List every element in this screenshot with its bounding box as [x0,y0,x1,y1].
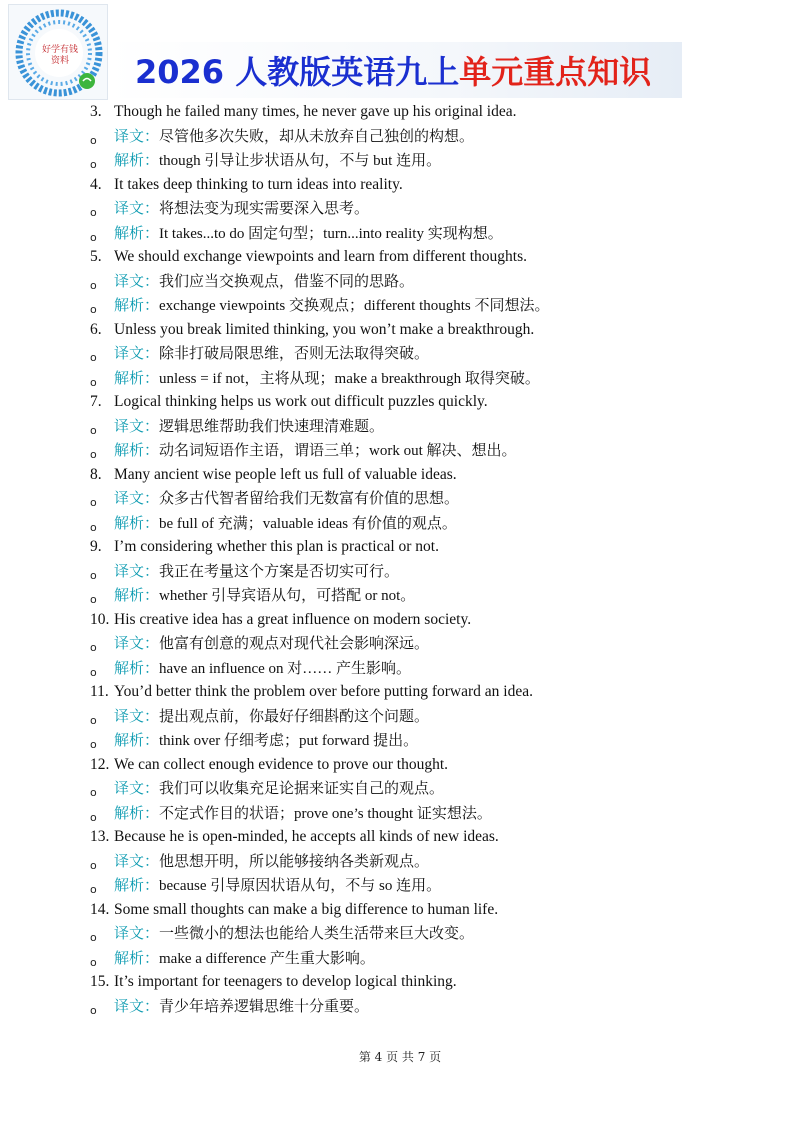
analysis-line-label: 解析： [114,223,160,242]
analysis-line-text: make a difference 产生重大影响。 [159,950,375,967]
analysis-line-text: exchange viewpoints 交换观点；different thoughts 不同想法。 [159,298,550,314]
analysis-line [90,874,441,898]
english-sentence [90,391,488,413]
analysis-line-label: 解析： [114,876,160,894]
bullet-icon: o [90,206,97,219]
analysis-line [90,584,415,608]
translation-line-text: 他富有创意的观点对现代社会影响深远。 [159,636,430,652]
item-number: 5. [90,248,102,265]
analysis-line [90,729,418,753]
analysis-line [90,512,457,536]
english-sentence [90,101,516,123]
translation-line-label: 译文： [114,271,160,290]
bullet-icon: o [90,810,97,824]
bullet-icon: o [90,230,97,244]
translation-line-text: 将想法变为现实需要深入思考。 [159,201,370,217]
bullet-icon: o [90,641,97,654]
english-text: I’m considering whether this plan is practical or not. [114,538,439,555]
bullet-icon: o [90,278,97,292]
english-text: Unless you break limited thinking, you won’t make a breakthrough. [114,320,535,338]
translation-line-text: 青少年培养逻辑思维十分重要。 [159,998,370,1015]
analysis-line-label: 解析： [114,658,160,677]
analysis-line-label: 解析： [114,151,160,169]
english-sentence [90,464,457,486]
item-number: 3. [90,103,102,120]
english-sentence [90,319,534,341]
page-header [0,0,800,104]
analysis-line [90,947,375,971]
english-text: Some small thoughts can make a big difference to human life. [114,900,499,918]
translation-line-label: 译文： [114,851,160,870]
bullet-icon: o [90,351,97,364]
bullet-icon: o [90,738,97,751]
english-text: His creative idea has a great influence on modern society. [114,610,472,628]
logo-text-line2: 资料 [50,56,69,66]
analysis-line-label: 解析： [114,948,160,967]
english-sentence [90,971,457,993]
translation-line-label: 译文： [114,199,160,217]
analysis-line-text: have an influence on 对…… 产生影响。 [159,660,412,677]
english-text: Many ancient wise people left us full of valuable ideas. [114,465,457,483]
english-sentence [90,899,498,921]
translation-line [90,777,444,801]
english-sentence [90,536,439,558]
bullet-icon: o [90,375,97,389]
translation-line-label: 译文： [114,126,160,145]
page-footer: 第 4 页 共 7 页 [358,1050,442,1064]
translation-line-label: 译文： [114,706,160,725]
english-text: Though he failed many times, he never gave up his original idea. [114,103,517,120]
english-sentence [90,754,448,776]
bullet-icon: o [90,448,97,461]
translation-line-text: 尽管他多次失败，却从未放弃自己独创的构想。 [159,128,475,145]
english-sentence [90,609,471,631]
analysis-line-text: unless = if not，主将从现；make a breakthrough 取得突破。 [159,370,540,387]
qr-logo [8,4,108,100]
translation-line [90,487,459,511]
translation-line [90,342,429,366]
bullet-icon: o [90,1003,97,1017]
translation-line-text: 我正在考量这个方案是否切实可行。 [159,563,400,580]
title-part-dark: 英语九上 [331,53,460,91]
translation-line [90,632,429,656]
translation-line [90,850,429,874]
analysis-line-label: 解析： [114,586,160,604]
translation-line-label: 译文： [114,996,160,1015]
item-number: 14. [90,900,110,918]
translation-line-label: 译文： [114,344,160,362]
translation-line [90,995,369,1019]
bullet-icon: o [90,858,97,872]
translation-line [90,197,369,221]
translation-line-label: 译文： [114,561,160,580]
item-number: 6. [90,320,102,338]
translation-line [90,415,384,439]
english-sentence [90,174,403,196]
bullet-icon: o [90,593,97,606]
translation-line-label: 译文： [114,924,160,942]
bullet-icon: o [90,158,97,171]
analysis-line-label: 解析： [114,368,160,387]
english-sentence [90,246,527,268]
translation-line-text: 除非打破局限思维，否则无法取得突破。 [159,346,430,362]
bullet-icon: o [90,520,97,534]
translation-line [90,705,429,729]
english-text: It takes deep thinking to turn ideas into reality. [114,175,403,193]
page-title [135,52,651,92]
analysis-line [90,439,517,463]
english-text: It’s important for teenagers to develop logical thinking. [114,973,457,990]
translation-line [90,922,474,946]
analysis-line [90,149,441,173]
bullet-icon: o [90,713,97,727]
analysis-line-text: whether 引导宾语从句，可搭配 or not。 [159,588,416,604]
translation-line-label: 译文： [114,489,160,507]
title-part-red: 单元重点知识 [459,53,652,91]
item-number: 7. [90,393,102,410]
bullet-icon: o [90,931,97,944]
english-text: Because he is open-minded, he accepts all kinds of new ideas. [114,828,499,845]
item-number: 4. [90,175,102,193]
analysis-line-text: because 引导原因状语从句，不与 so 连用。 [159,878,442,894]
analysis-line [90,802,492,826]
english-text: We can collect enough evidence to prove our thought. [114,755,449,773]
english-text: Logical thinking helps us work out difficult puzzles quickly. [114,393,488,410]
analysis-line-label: 解析： [114,803,160,822]
analysis-line-text: though 引导让步状语从句，不与 but 连用。 [159,153,442,169]
analysis-line [90,222,503,246]
translation-line-text: 一些微小的想法也能给人类生活带来巨大改变。 [159,926,475,942]
bullet-icon: o [90,786,97,799]
translation-line-text: 逻辑思维帮助我们快速理清难题。 [159,418,385,435]
item-number: 12. [90,755,110,773]
analysis-line-text: 动名词短语作主语，谓语三单；work out 解决、想出。 [159,443,517,459]
logo-text-line1: 好学有钱 [41,45,78,55]
bullet-icon: o [90,955,97,969]
title-part-blue: 2026 人教版 [135,53,332,91]
english-text: We should exchange viewpoints and learn from different thoughts. [114,248,527,265]
bullet-icon: o [90,133,97,147]
bullet-icon: o [90,568,97,582]
translation-line-label: 译文： [114,779,160,797]
translation-line-label: 译文： [114,634,160,652]
analysis-line-label: 解析： [114,296,160,314]
translation-line [90,270,414,294]
bullet-icon: o [90,423,97,437]
english-text: You’d better think the problem over before putting forward an idea. [114,683,533,700]
english-sentence [90,681,533,703]
analysis-line-text: 不定式作目的状语；prove one’s thought 证实想法。 [159,805,492,822]
analysis-line-label: 解析： [114,731,160,749]
translation-line-text: 我们可以收集充足论据来证实自己的观点。 [159,781,445,797]
translation-line [90,560,399,584]
analysis-line-text: be full of 充满；valuable ideas 有价值的观点。 [159,515,457,532]
analysis-line [90,294,550,318]
bullet-icon: o [90,303,97,316]
translation-line-text: 众多古代智者留给我们无数富有价值的思想。 [159,491,460,507]
item-number: 11. [90,683,109,700]
analysis-line [90,367,540,391]
item-number: 13. [90,828,110,845]
english-sentence [90,826,499,848]
analysis-line [90,657,411,681]
bullet-icon: o [90,883,97,896]
analysis-line-label: 解析： [114,513,160,532]
item-number: 8. [90,465,102,483]
item-number: 15. [90,973,110,990]
bullet-icon: o [90,665,97,679]
bullet-icon: o [90,496,97,509]
translation-line [90,125,474,149]
logo-text [36,45,84,67]
translation-line-label: 译文： [114,416,160,435]
item-number: 9. [90,538,102,555]
translation-line-text: 他思想开明，所以能够接纳各类新观点。 [159,853,430,870]
analysis-line-label: 解析： [114,441,160,459]
translation-line-text: 我们应当交换观点，借鉴不同的思路。 [159,273,415,290]
analysis-line-text: think over 仔细考虑；put forward 提出。 [159,733,419,749]
translation-line-text: 提出观点前，你最好仔细斟酌这个问题。 [159,708,430,725]
item-number: 10. [90,610,110,628]
analysis-line-text: It takes...to do 固定句型；turn...into reality 实现构想。 [159,225,503,242]
